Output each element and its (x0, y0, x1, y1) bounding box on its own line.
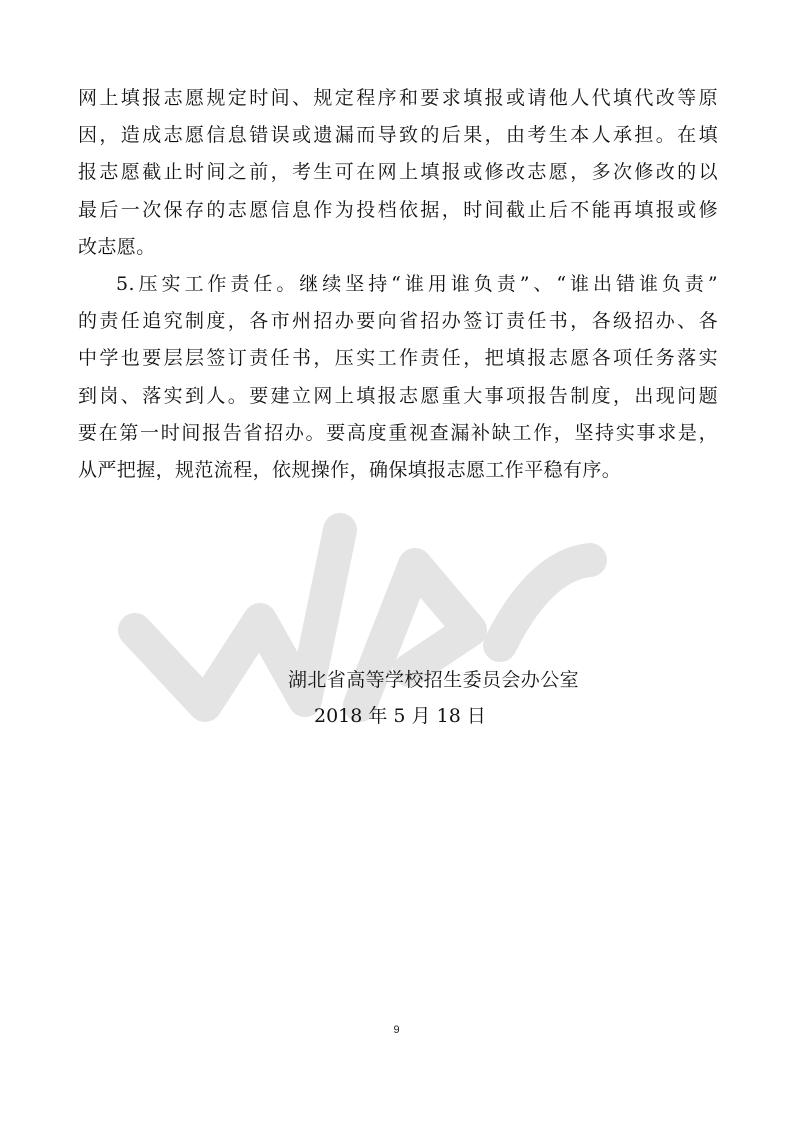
paragraph-responsibility-continued (78, 80, 718, 266)
text-line: 的责任追究制度，各市州招办要向省招办签订责任书，各级招办、各 (78, 310, 718, 333)
text-line: 中学也要层层签订责任书，压实工作责任，把填报志愿各项任务落实 (78, 347, 718, 370)
text-line: 改志愿。 (78, 235, 156, 258)
page-number: 9 (393, 1024, 400, 1036)
text-line: 报志愿截止时间之前，考生可在网上填报或修改志愿，多次修改的以 (78, 161, 718, 184)
document-body (78, 80, 718, 489)
text-line: 因，造成志愿信息错误或遗漏而导致的后果，由考生本人承担。在填 (78, 124, 718, 147)
issuing-organization: 湖北省高等学校招生委员会办公室 (288, 669, 580, 691)
text-line: 要在第一时间报告省招办。要高度重视查漏补缺工作，坚持实事求是， (78, 421, 718, 444)
issue-date: 2018 年 5 月 18 日 (314, 705, 486, 727)
text-line: 到岗、落实到人。要建立网上填报志愿重大事项报告制度，出现问题 (78, 384, 718, 407)
paragraph-work-responsibility (78, 266, 718, 489)
text-line: 5.压实工作责任。继续坚持“谁用谁负责”、“谁出错谁负责” (116, 272, 718, 295)
signature-block (288, 662, 648, 734)
text-line: 网上填报志愿规定时间、规定程序和要求填报或请他人代填代改等原 (78, 87, 718, 109)
text-line: 最后一次保存的志愿信息作为投档依据，时间截止后不能再填报或修 (78, 198, 718, 221)
text-line: 从严把握，规范流程，依规操作，确保填报志愿工作平稳有序。 (78, 458, 622, 481)
